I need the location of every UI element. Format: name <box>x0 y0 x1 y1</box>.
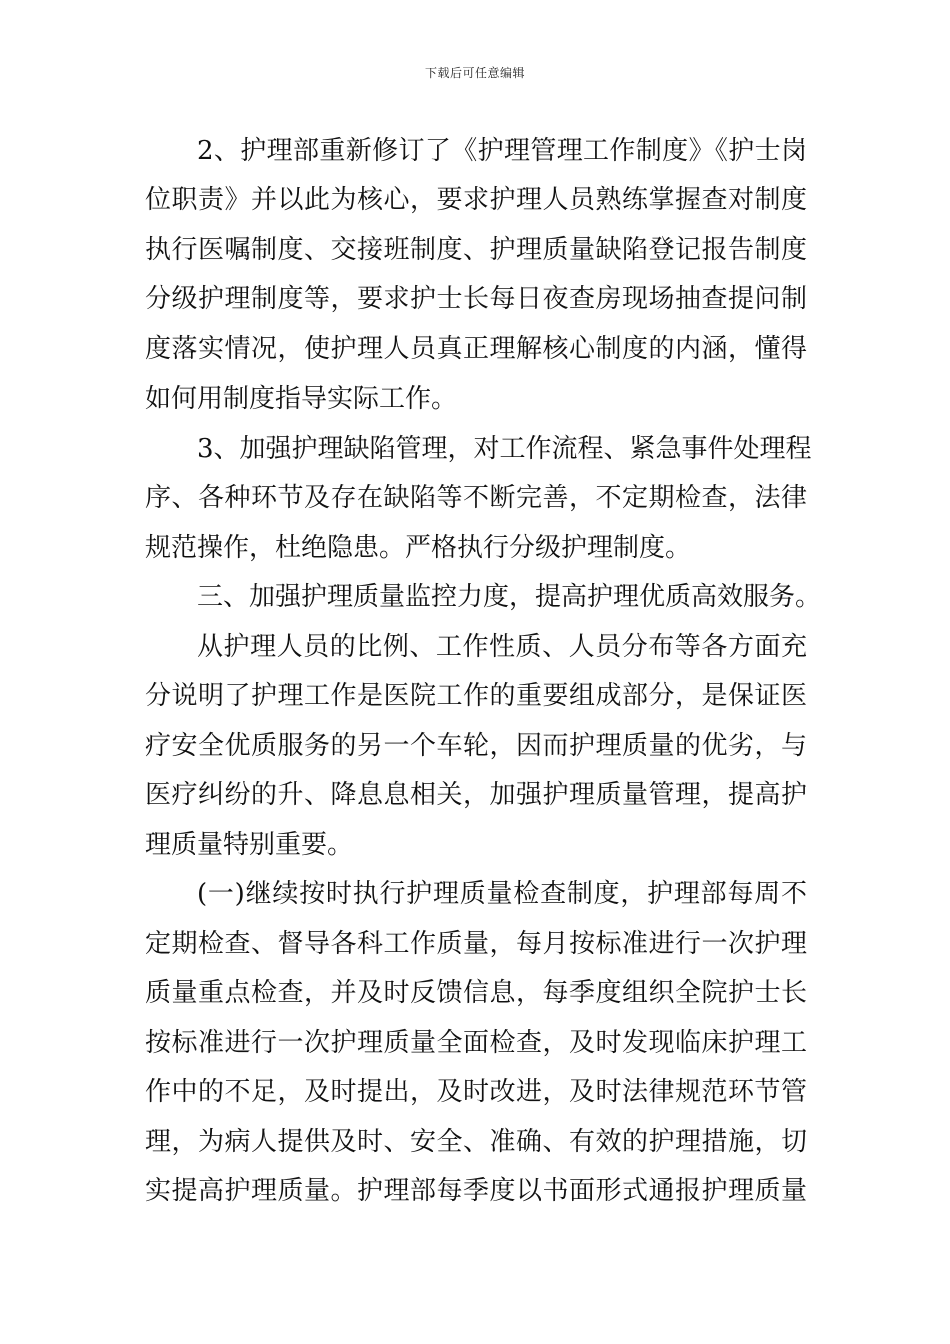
text-line: 从护理人员的比例、工作性质、人员分布等各方面充 <box>197 632 807 662</box>
text-line: 执行医嘱制度、交接班制度、护理质量缺陷登记报告制度 <box>145 235 807 265</box>
text-line: 度落实情况，使护理人员真正理解核心制度的内涵，懂得 <box>145 334 807 364</box>
text-line: (一)继续按时执行护理质量检查制度，护理部每周不 <box>197 879 807 909</box>
text-line: 实提高护理质量。护理部每季度以书面形式通报护理质量 <box>145 1176 807 1206</box>
text-line: 理，为病人提供及时、安全、准确、有效的护理措施，切 <box>145 1127 807 1157</box>
text-line: 理质量特别重要。 <box>145 830 354 860</box>
text-line: 2、护理部重新修订了《护理管理工作制度》《护士岗 <box>197 136 807 166</box>
text-line: 位职责》并以此为核心，要求护理人员熟练掌握查对制度 <box>145 185 807 215</box>
text-line: 按标准进行一次护理质量全面检查，及时发现临床护理工 <box>145 1028 807 1058</box>
text-line: 3、加强护理缺陷管理，对工作流程、紧急事件处理程 <box>197 434 812 464</box>
page-header: 下载后可任意编辑 <box>424 66 525 80</box>
text-line: 作中的不足，及时提出，及时改进，及时法律规范环节管 <box>145 1077 807 1107</box>
section-heading: 三、加强护理质量监控力度，提高护理优质高效服务。 <box>197 582 822 612</box>
text-line: 质量重点检查，并及时反馈信息，每季度组织全院护士长 <box>145 978 807 1008</box>
text-line: 规范操作，杜绝隐患。严格执行分级护理制度。 <box>145 533 692 563</box>
text-line: 序、各种环节及存在缺陷等不断完善，不定期检查，法律 <box>145 483 807 513</box>
text-line: 分级护理制度等，要求护士长每日夜查房现场抽查提问制 <box>145 284 807 314</box>
text-line: 如何用制度指导实际工作。 <box>145 384 458 414</box>
text-line: 医疗纠纷的升、降息息相关，加强护理质量管理，提高护 <box>145 780 807 810</box>
text-line: 定期检查、督导各科工作质量，每月按标准进行一次护理 <box>145 929 807 959</box>
text-line: 分说明了护理工作是医院工作的重要组成部分，是保证医 <box>145 681 807 711</box>
text-line: 疗安全优质服务的另一个车轮，因而护理质量的优劣，与 <box>145 731 807 761</box>
